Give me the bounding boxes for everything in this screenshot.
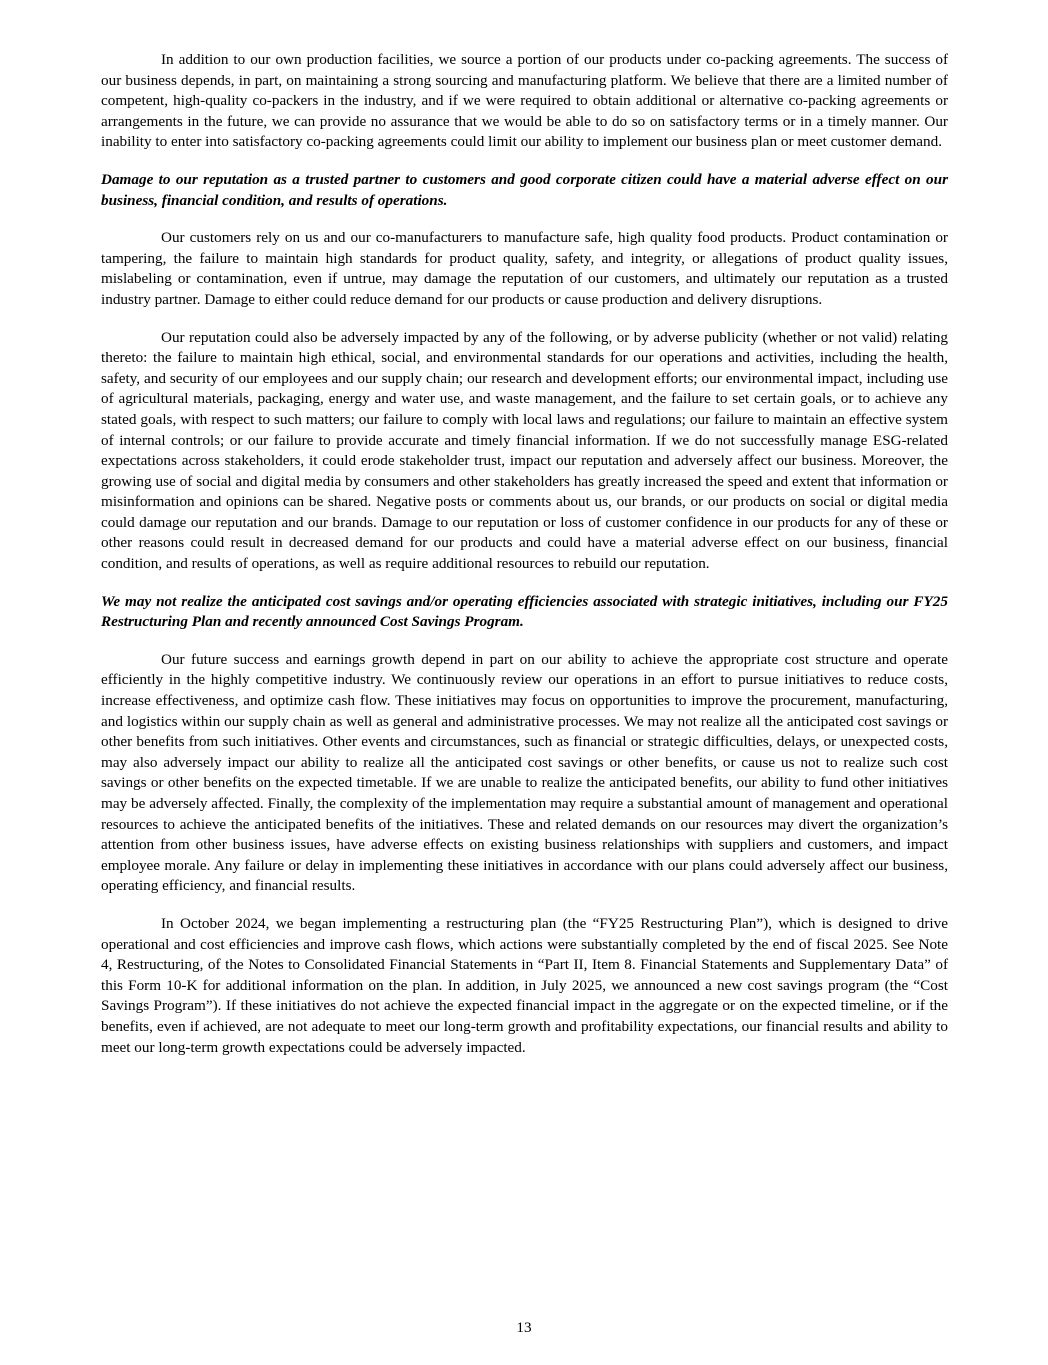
paragraph-cost-structure: Our future success and earnings growth depend in part on our ability to achieve the appropriate cost structure and operate efficiently in the highly competitive industry. We continuously review our operations in an effort to pursue initiatives to reduce costs, increase effectiveness, and optimize cash flow. These initiatives may focus on opportunities to improve the procurement, manufacturing, and logistics within our supply chain as well as general and administrative processes. We may not realize all the anticipated cost savings or other benefits from such initiatives. Other events and circumstances, such as financial or strategic difficulties, delays, or unexpected costs, may also adversely impact our ability to realize all the anticipated cost savings or other benefits, or cause us not to realize such cost savings or other benefits on the expected timetable. If we are unable to realize the anticipated benefits, our ability to fund other initiatives may be adversely affected. Finally, the complexity of the implementation may require a substantial amount of management and operational resources to achieve the anticipated benefits of the initiatives. These and related demands on our resources may divert the organization’s attention from other business issues, have adverse effects on existing business relationships with suppliers and customers, and impact employee morale. Any failure or delay in implementing these initiatives in accordance with our plans could adversely affect our business, operating efficiency, and financial results. (101, 650, 948, 895)
paragraph-restructuring-plan: In October 2024, we began implementing a restructuring plan (the “FY25 Restructuring Plan”), which is designed to drive operational and cost efficiencies and improve cash flows, which actions were substantially completed by the end of fiscal 2025. See Note 4, Restructuring, of the Notes to Consolidated Financial Statements in “Part II, Item 8. Financial Statements and Supplementary Data” of this Form 10-K for additional information on the plan. In addition, in July 2025, we announced a new cost savings program (the “Cost Savings Program”). If these initiatives do not achieve the expected financial impact in the aggregate or on the expected timeline, or if the benefits, even if achieved, are not adequate to meet our long-term growth and profitability expectations, our financial results and ability to meet our long-term growth expectations could be adversely impacted. (101, 914, 948, 1056)
heading-reputation-risk: Damage to our reputation as a trusted partner to customers and good corporate citizen could have a material adverse effect on our business, financial condition, and results of operations. (101, 170, 948, 209)
paragraph-co-packing: In addition to our own production facilities, we source a portion of our products under co-packing agreements. The success of our business depends, in part, on maintaining a strong sourcing and manufacturing platform. We believe that there are a limited number of competent, high-quality co-packers in the industry, and if we were required to obtain additional or alternative co-packing agreements or arrangements in the future, we can provide no assurance that we would be able to do so on satisfactory terms or in a timely manner. Our inability to enter into satisfactory co-packing agreements could limit our ability to implement our business plan or meet customer demand. (101, 51, 948, 151)
heading-cost-savings-risk: We may not realize the anticipated cost savings and/or operating efficiencies associated with strategic initiatives, including our FY25 Restructuring Plan and recently announced Cost Savings Program. (101, 592, 948, 631)
paragraph-customer-reliance: Our customers rely on us and our co-manufacturers to manufacture safe, high quality food products. Product contamination or tampering, the failure to maintain high standards for product quality, safety, and integrity, or allegations of product quality issues, mislabeling or contamination, even if untrue, may damage the reputation of our customers, and ultimately our reputation as a trusted industry partner. Damage to either could reduce demand for our products or cause production and delivery disruptions. (101, 229, 948, 308)
page-number: 13 (516, 1319, 532, 1336)
paragraph-reputation-impacts: Our reputation could also be adversely impacted by any of the following, or by adverse publicity (whether or not valid) relating thereto: the failure to maintain high ethical, social, and environmental standards for our operations and activities, including the health, safety, and security of our employees and our supply chain; our research and development efforts; our environmental impact, including use of agricultural materials, packaging, energy and water use, and waste management, and the failure to set certain goals, or to achieve any stated goals, with respect to such matters; our failure to comply with local laws and regulations; our failure to maintain an effective system of internal controls; or our failure to provide accurate and timely financial information. If we do not successfully manage ESG-related expectations across stakeholders, it could erode stakeholder trust, impact our reputation and adversely affect our business. Moreover, the growing use of social and digital media by consumers and other stakeholders has greatly increased the speed and extent that information or misinformation and opinions can be shared. Negative posts or comments about us, our brands, or our products on social or digital media could damage our reputation and our brands. Damage to our reputation or loss of customer confidence in our products for any of these or other reasons could result in decreased demand for our products and could have a material adverse effect on our business, financial condition, and results of operations, as well as require additional resources to rebuild our reputation. (101, 328, 948, 573)
document-page (101, 50, 948, 1058)
